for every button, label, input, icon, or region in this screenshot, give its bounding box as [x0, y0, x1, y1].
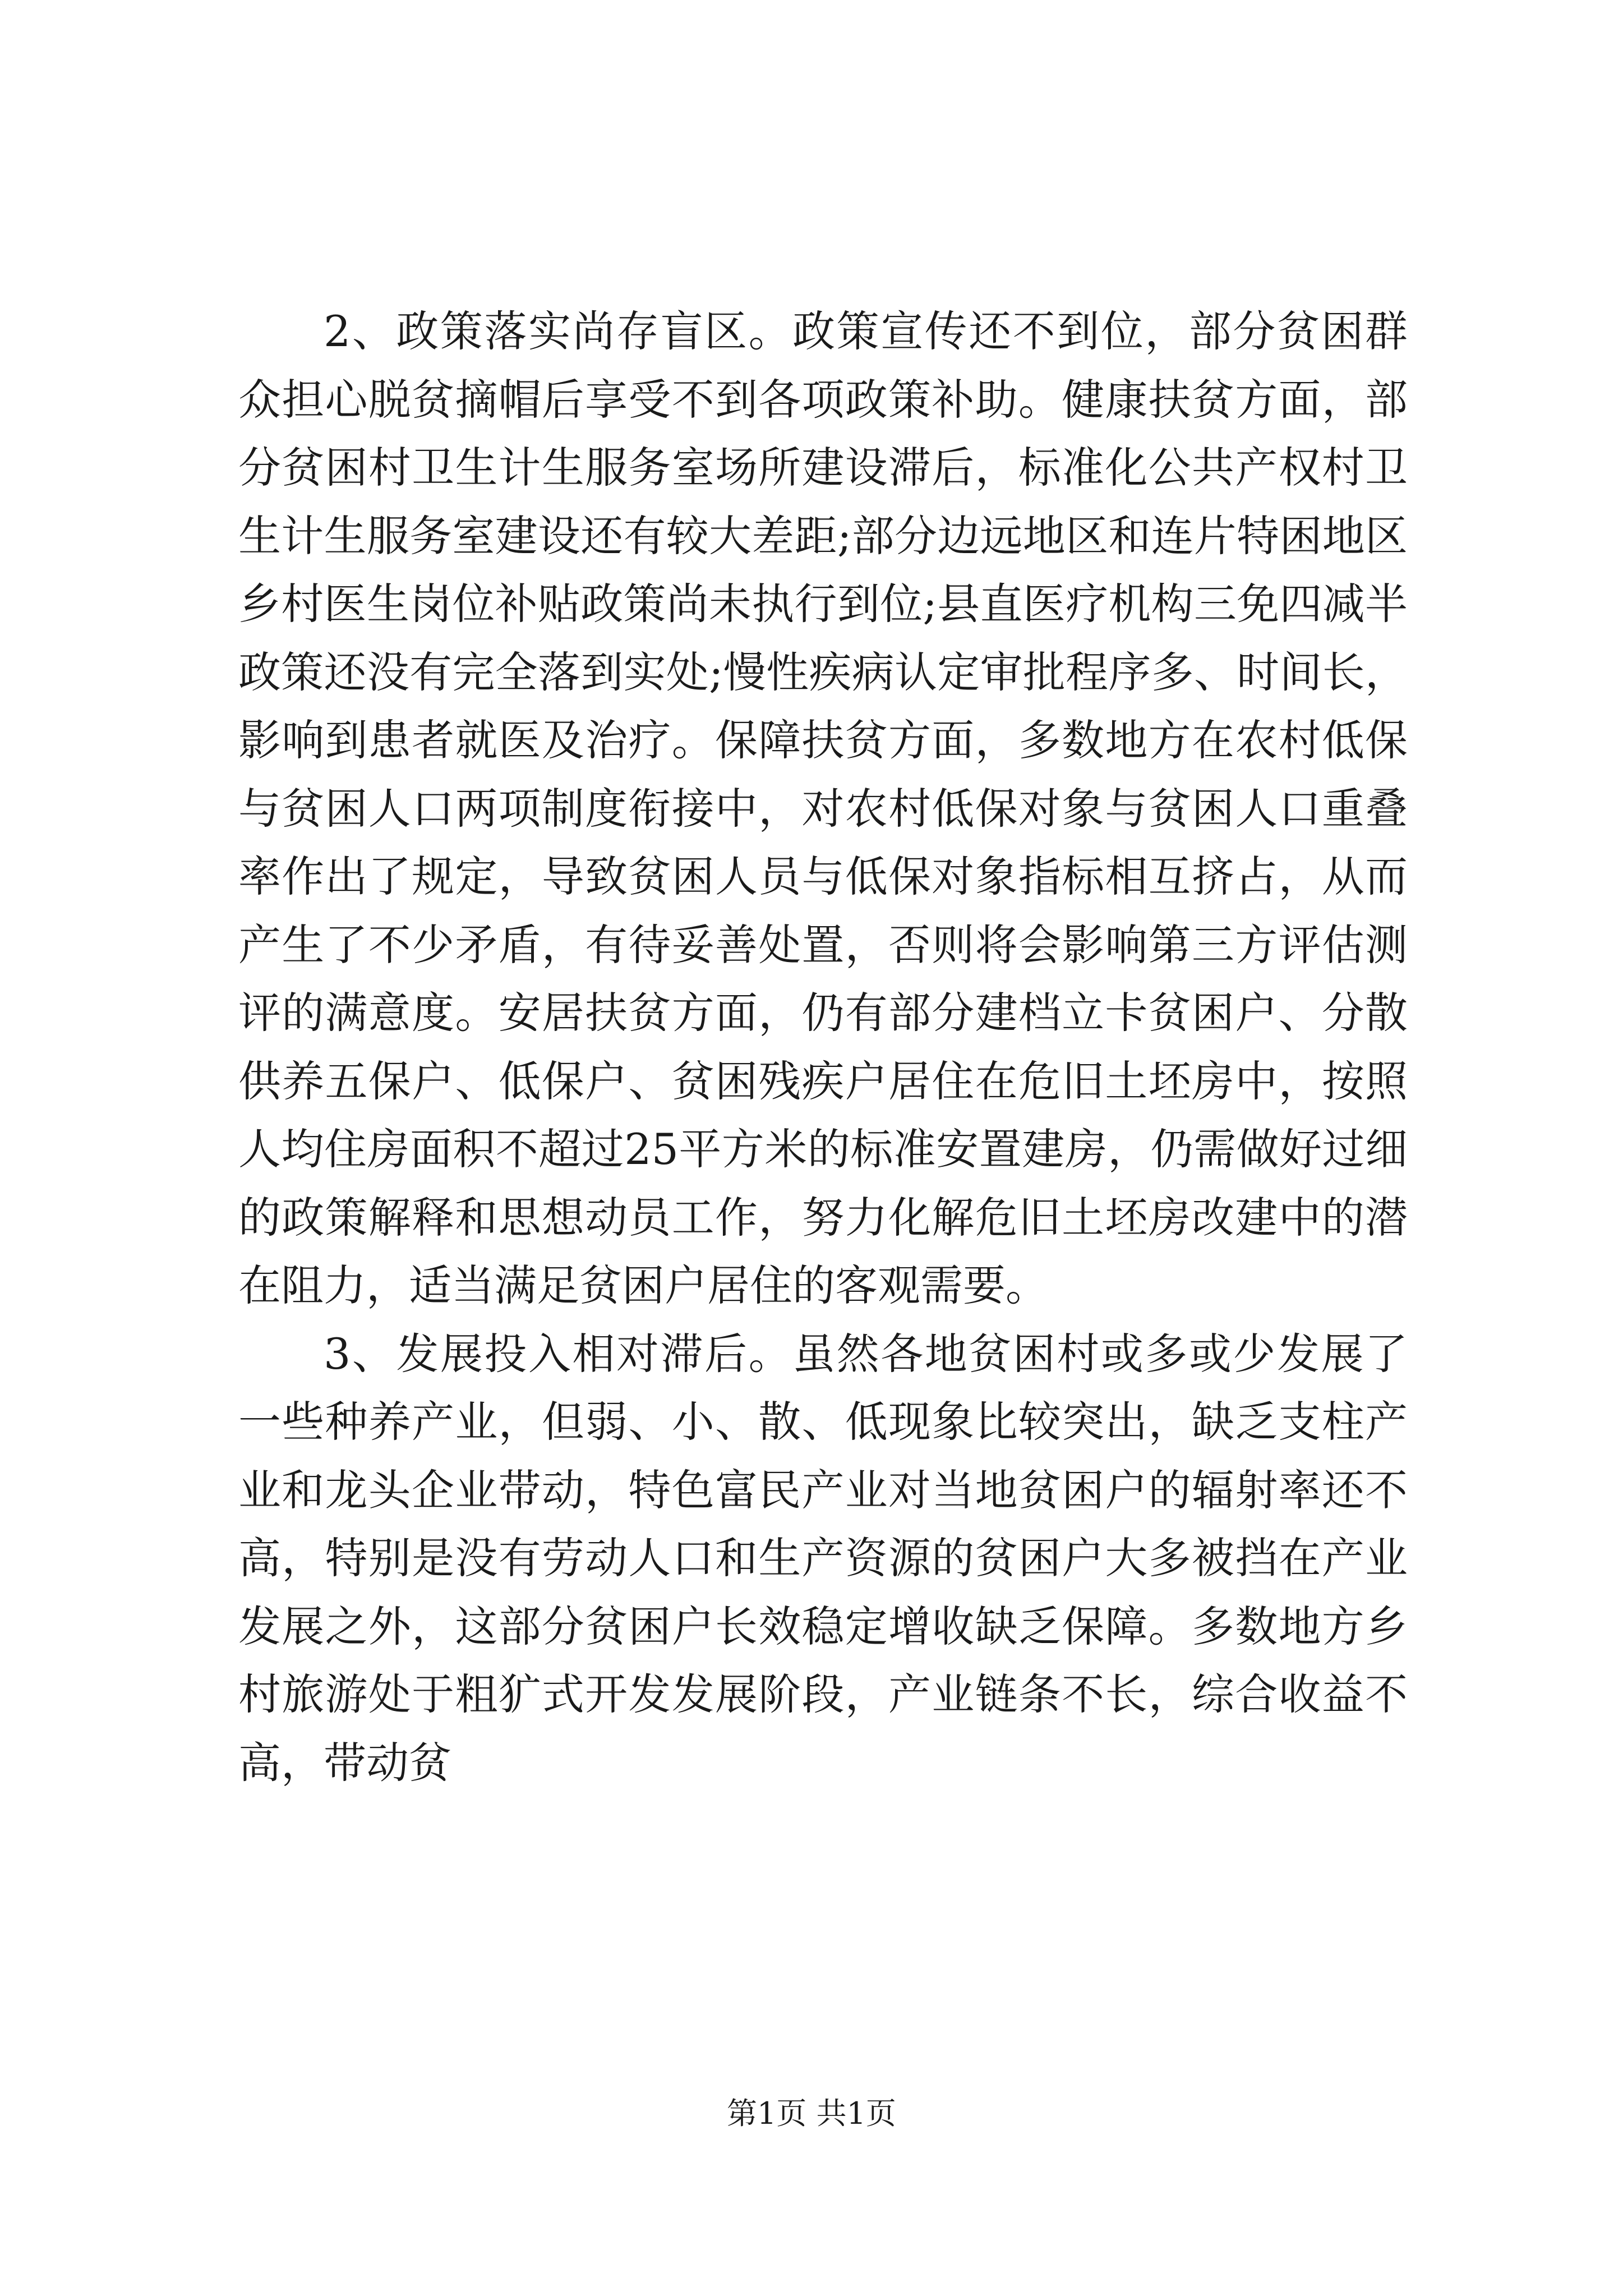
document-body	[238, 297, 1408, 1797]
paragraph-policy-implementation: 2、政策落实尚存盲区。政策宣传还不到位，部分贫困群众担心脱贫摘帽后享受不到各项政策补助。健康扶贫方面，部分贫困村卫生计生服务室场所建设滞后，标准化公共产权村卫生计生服务室建设还有较大差距;部分边远地区和连片特困地区乡村医生岗位补贴政策尚未执行到位;县直医疗机构三免四减半政策还没有完全落到实处;慢性疾病认定审批程序多、时间长，影响到患者就医及治疗。保障扶贫方面，多数地方在农村低保与贫困人口两项制度衔接中，对农村低保对象与贫困人口重叠率作出了规定，导致贫困人员与低保对象指标相互挤占，从而产生了不少矛盾，有待妥善处置，否则将会影响第三方评估测评的满意度。安居扶贫方面，仍有部分建档立卡贫困户、分散供养五保户、低保户、贫困残疾户居住在危旧土坯房中，按照人均住房面积不超过25平方米的标准安置建房，仍需做好过细的政策解释和思想动员工作，努力化解危旧土坯房改建中的潜在阻力，适当满足贫困户居住的客观需要。	[238, 306, 1408, 1310]
paragraph-development-investment: 3、发展投入相对滞后。虽然各地贫困村或多或少发展了一些种养产业，但弱、小、散、低现象比较突出，缺乏支柱产业和龙头企业带动，特色富民产业对当地贫困户的辐射率还不高，特别是没有劳动人口和生产资源的贫困户大多被挡在产业发展之外，这部分贫困户长效稳定增收缺乏保障。多数地方乡村旅游处于粗犷式开发发展阶段，产业链条不长，综合收益不高，带动贫	[238, 1328, 1408, 1788]
page-footer: 第1页 共1页	[727, 2096, 896, 2131]
